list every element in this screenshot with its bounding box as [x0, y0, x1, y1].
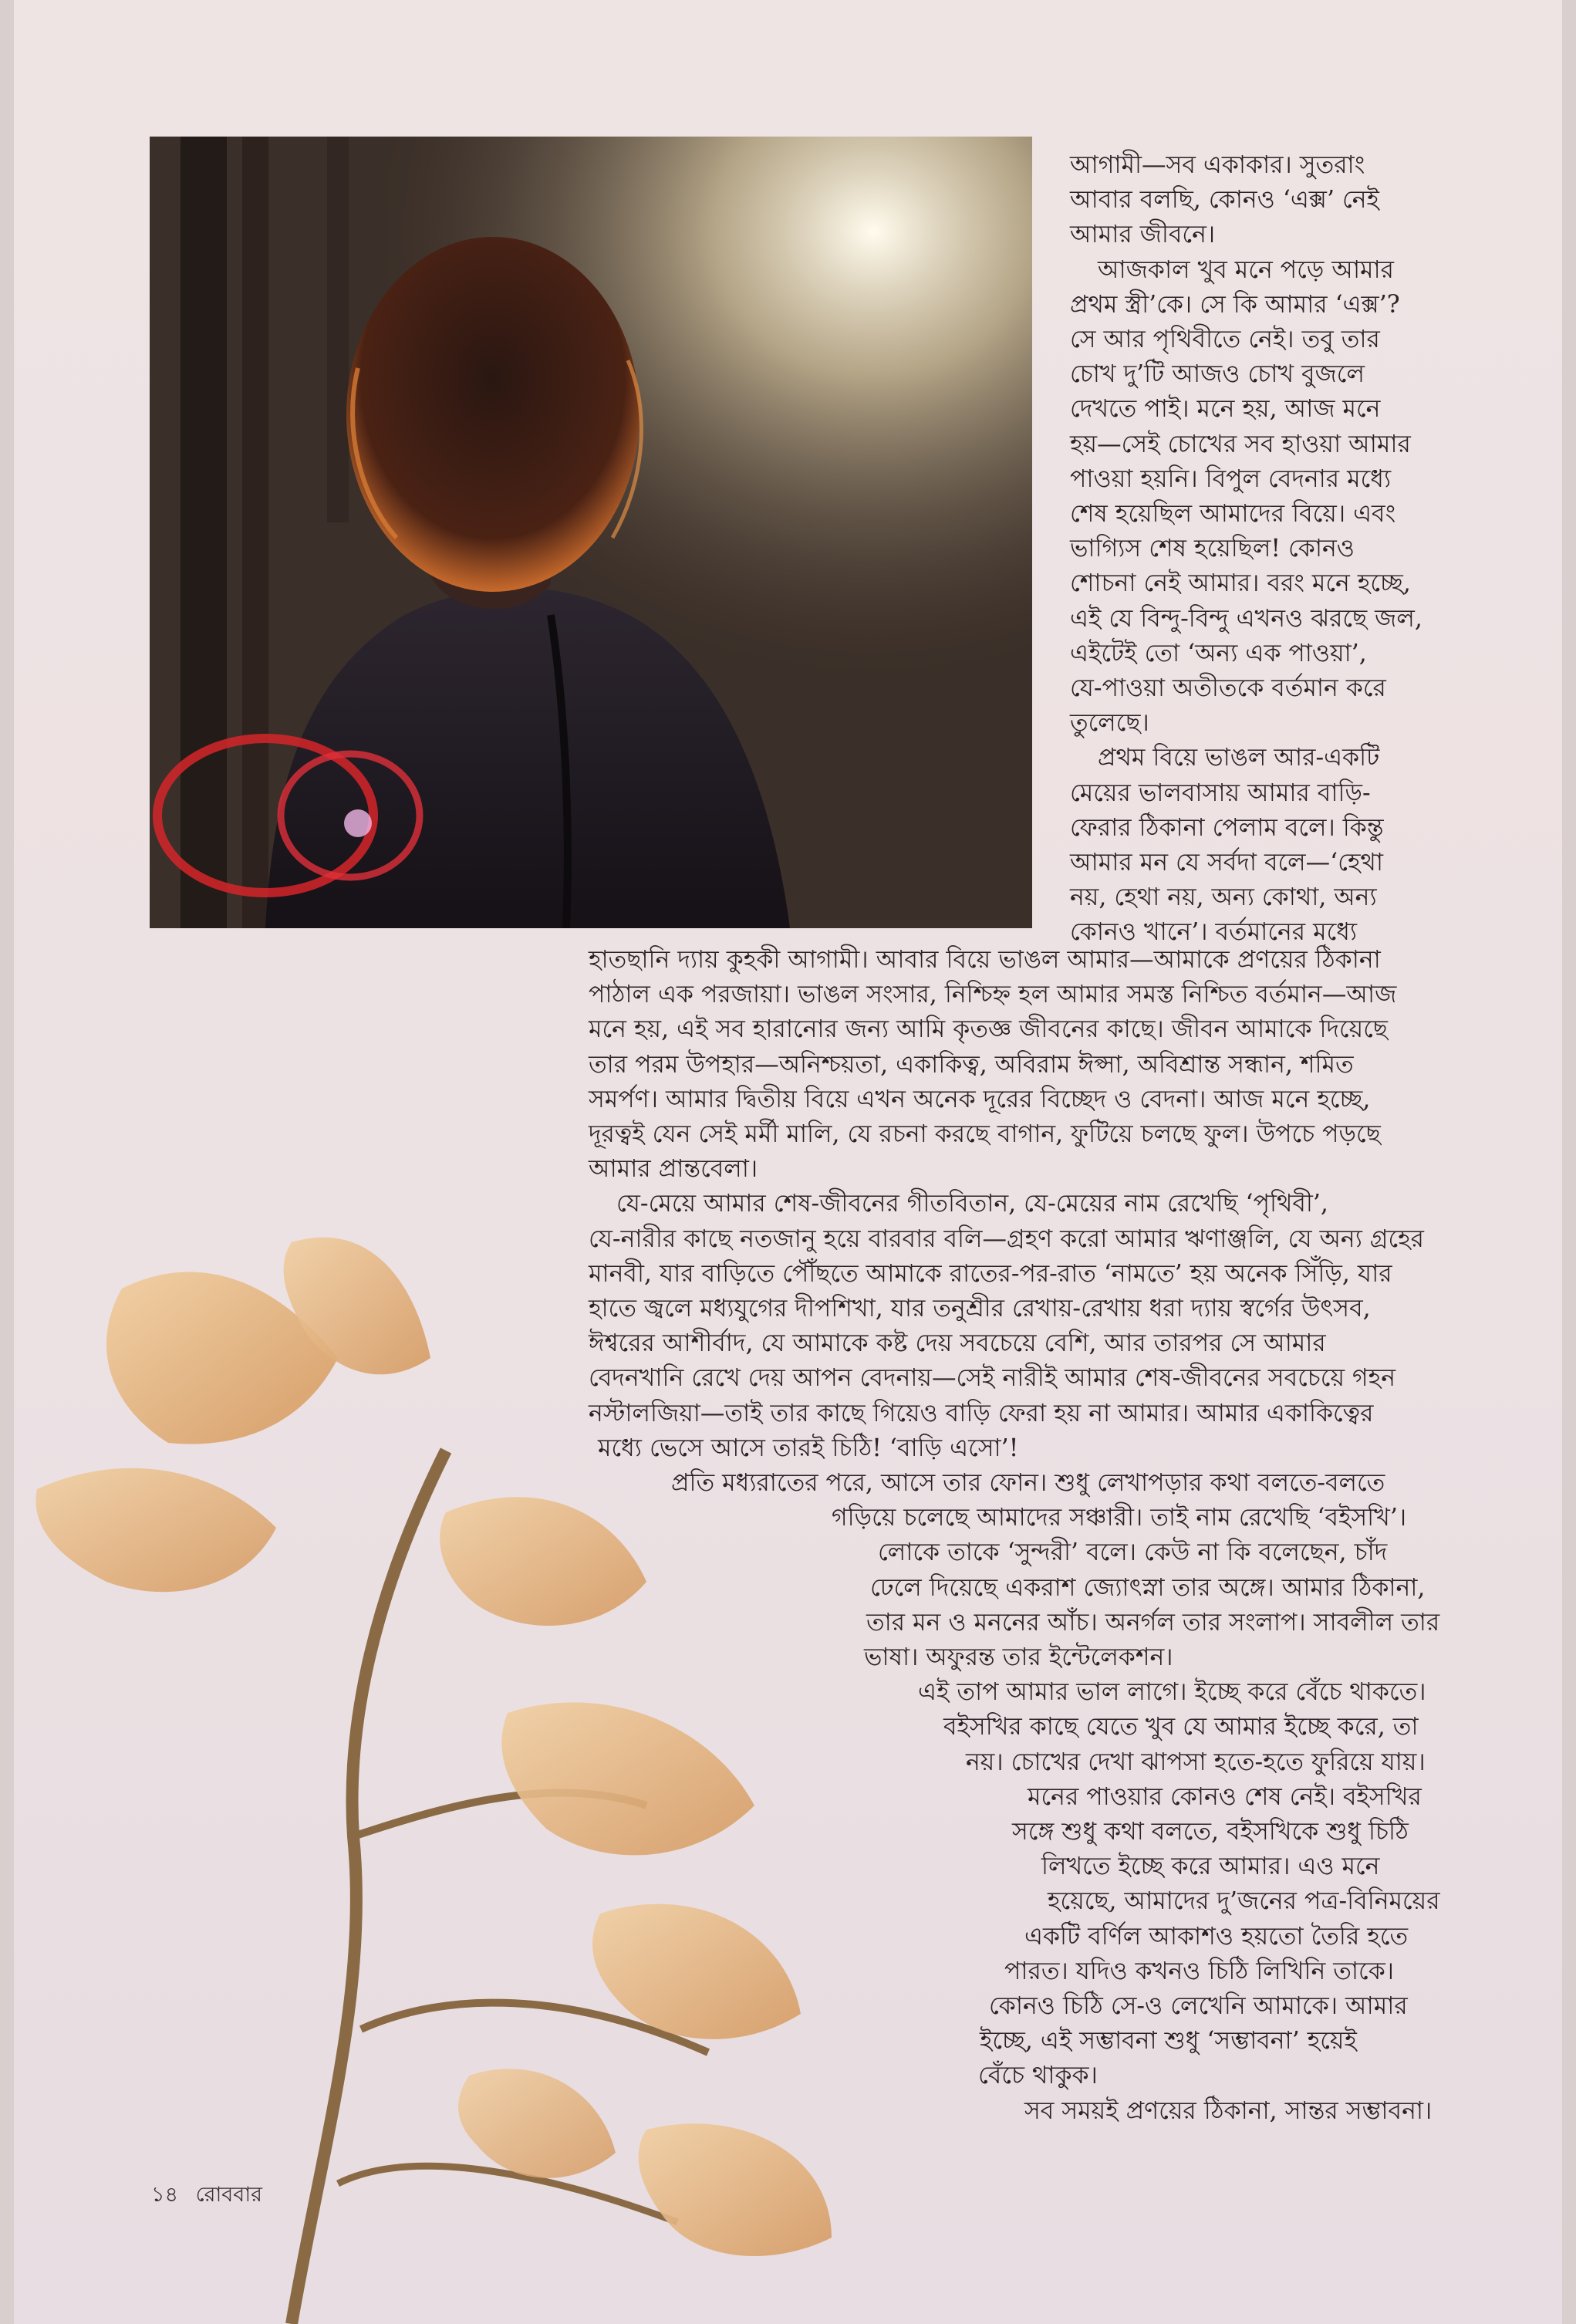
- text-line: সমর্পণ। আমার দ্বিতীয় বিয়ে এখন অনেক দূরের বিচ্ছেদ ও বেদনা। আজ মনে হচ্ছে,: [589, 1085, 1371, 1113]
- text-line: ইচ্ছে, এই সম্ভাবনা শুধু ‘সম্ভাবনা’ হয়েই: [980, 2027, 1357, 2055]
- text-line: আমার প্রান্তবেলা।: [589, 1155, 758, 1184]
- text-line: পাওয়া হয়নি। বিপুল বেদনার মধ্যে: [1070, 464, 1392, 493]
- magazine-page: [14, 0, 1562, 2324]
- article-column: [1070, 148, 1471, 951]
- text-line: এই তাপ আমার ভাল লাগে। ইচ্ছে করে বেঁচে থাকতে।: [918, 1678, 1426, 1707]
- text-line: আগামী—সব একাকার। সুতরাং: [1070, 151, 1365, 179]
- text-line: আজকাল খুব মনে পড়ে আমার: [1098, 255, 1395, 284]
- text-line: দেখতে পাই। মনে হয়, আজ মনে: [1070, 395, 1381, 424]
- text-line: তার পরম উপহার—অনিশ্চয়তা, একাকিত্ব, অবিরাম ঈপ্সা, অবিশ্রান্ত সন্ধান, শমিত: [589, 1050, 1354, 1079]
- text-line: বেঁচে থাকুক।: [978, 2062, 1098, 2090]
- text-line: এইটেই তো ‘অন্য এক পাওয়া’,: [1070, 639, 1367, 667]
- text-line: তুলেছে।: [1070, 709, 1149, 738]
- text-line: যে-পাওয়া অতীতকে বর্তমান করে: [1070, 674, 1386, 703]
- text-line: বেদনখানি রেখে দেয় আপন বেদনায়—সেই নারীই আমার শেষ-জীবনের সবচেয়ে গহন: [589, 1364, 1396, 1393]
- text-line: শোচনা নেই আমার। বরং মনে হচ্ছে,: [1070, 569, 1411, 598]
- text-line: হাতছানি দ্যায় কুহকী আগামী। আবার বিয়ে ভাঙল আমার—আমাকে প্রণয়ের ঠিকানা: [589, 946, 1381, 974]
- text-line: আবার বলছি, কোনও ‘এক্স’ নেই: [1070, 186, 1379, 214]
- article-wide-block: [589, 943, 1429, 1466]
- photo-illustration: [150, 137, 1032, 928]
- page-footer: [151, 2179, 262, 2214]
- magazine-name: রোববার: [195, 2183, 263, 2207]
- text-line: গড়িয়ে চলেছে আমাদের সঞ্চারী। তাই নাম রেখেছি ‘বইসখি’।: [832, 1504, 1407, 1532]
- photo-woman-backlit: [150, 137, 1032, 928]
- text-line: যে-মেয়ে আমার শেষ-জীবনের গীতবিতান, যে-মেয়ের নাম রেখেছি ‘পৃথিবী’,: [616, 1190, 1328, 1218]
- text-line: নস্টালজিয়া—তাই তার কাছে গিয়েও বাড়ি ফেরা হয় না আমার। আমার একাকিত্বের: [589, 1399, 1374, 1427]
- text-line: প্রথম স্ত্রী’কে। সে কি আমার ‘এক্স’?: [1070, 290, 1400, 319]
- text-line: মেয়ের ভালবাসায় আমার বাড়ি-: [1070, 779, 1371, 807]
- text-line: ভাষা। অফুরন্ত তার ইন্টেলেকশন।: [864, 1643, 1173, 1672]
- text-line: ঈশ্বরের আশীর্বাদ, যে আমাকে কষ্ট দেয় সবচেয়ে বেশি, আর তারপর সে আমার: [589, 1329, 1326, 1358]
- text-line: চোখ দু’টি আজও চোখ বুজলে: [1070, 360, 1365, 389]
- text-line: একটি বর্ণিল আকাশও হয়তো তৈরি হতে: [1024, 1922, 1409, 1951]
- text-line: শেষ হয়েছিল আমাদের বিয়ে। এবং: [1070, 500, 1396, 529]
- text-line: হাতে জ্বলে মধ্যযুগের দীপশিখা, যার তনুশ্রীর রেখায়-রেখায় ধরা দ্যায় স্বর্গের উৎসব,: [589, 1295, 1371, 1323]
- text-line: তার মন ও মননের আঁচ। অনর্গল তার সংলাপ। সাবলীল তার: [866, 1608, 1440, 1637]
- text-line: নয়। চোখের দেখা ঝাপসা হতে-হতে ফুরিয়ে যায়।: [966, 1748, 1426, 1776]
- text-line: প্রতি মধ্যরাতের পরে, আসে তার ফোন। শুধু লেখাপড়ার কথা বলতে-বলতে: [671, 1469, 1385, 1497]
- text-line: সব সময়ই প্রণয়ের ঠিকানা, সান্তর সম্ভাবনা।: [1024, 2096, 1433, 2125]
- text-line: হয়েছে, আমাদের দু’জনের পত্র-বিনিময়ের: [1048, 1887, 1440, 1916]
- text-line: মনে হয়, এই সব হারানোর জন্য আমি কৃতজ্ঞ জীবনের কাছে। জীবন আমাকে দিয়েছে: [589, 1015, 1388, 1044]
- text-line: পারত। যদিও কখনও চিঠি লিখিনি তাকে।: [1004, 1957, 1394, 1985]
- text-line: এই যে বিন্দু-বিন্দু এখনও ঝরছে জল,: [1070, 604, 1422, 633]
- text-line: মধ্যে ভেসে আসে তারই চিঠি! ‘বাড়ি এসো’!: [598, 1434, 1019, 1462]
- text-line: আমার মন যে সর্বদা বলে—‘হেথা: [1070, 849, 1384, 877]
- text-line: ভাগ্যিস শেষ হয়েছিল! কোনও: [1070, 535, 1355, 563]
- text-line: লিখতে ইচ্ছে করে আমার। এও মনে: [1041, 1853, 1380, 1881]
- text-line: কোনও চিঠি সে-ও লেখেনি আমাকে। আমার: [989, 1992, 1408, 2021]
- text-line: সঙ্গে শুধু কথা বলতে, বইসখিকে শুধু চিঠি: [1012, 1818, 1409, 1846]
- text-line: মনের পাওয়ার কোনও শেষ নেই। বইসখির: [1028, 1782, 1422, 1811]
- page-number: ১৪: [151, 2183, 179, 2207]
- text-line: যে-নারীর কাছে নতজানু হয়ে বারবার বলি—গ্রহণ করো আমার ঋণাঞ্জলি, যে অন্য গ্রহের: [589, 1224, 1425, 1253]
- text-line: হয়—সেই চোখের সব হাওয়া আমার: [1070, 430, 1411, 458]
- text-line: লোকে তাকে ‘সুন্দরী’ বলে। কেউ না কি বলেছেন, চাঁদ: [878, 1539, 1388, 1567]
- text-line: দূরত্বই যেন সেই মর্মী মালি, যে রচনা করছে বাগান, ফুটিয়ে চলছে ফুল। উপচে পড়ছে: [589, 1120, 1381, 1149]
- text-line: ফেরার ঠিকানা পেলাম বলে। কিন্তু: [1070, 813, 1384, 842]
- text-line: মানবী, যার বাড়িতে পৌঁছতে আমাকে রাতের-পর-রাত ‘নামতে’ হয় অনেক সিঁড়ি, যার: [589, 1259, 1392, 1288]
- article-ragged-block: [646, 1466, 1449, 2129]
- text-line: নয়, হেথা নয়, অন্য কোথা, অন্য: [1070, 883, 1377, 912]
- text-line: ঢেলে দিয়েছে একরাশ জ্যোৎস্না তার অঙ্গে। আমার ঠিকানা,: [870, 1573, 1426, 1602]
- text-line: সে আর পৃথিবীতে নেই। তবু তার: [1070, 326, 1380, 354]
- text-line: আমার জীবনে।: [1070, 221, 1216, 249]
- text-line: প্রথম বিয়ে ভাঙল আর-একটি: [1098, 744, 1380, 772]
- text-line: পাঠাল এক পরজায়া। ভাঙল সংসার, নিশ্চিহ্ন হল আমার সমস্ত নিশ্চিত বর্তমান—আজ: [589, 981, 1397, 1009]
- text-line: কোনও খানে’। বর্তমানের মধ্যে: [1070, 918, 1358, 947]
- text-line: বইসখির কাছে যেতে খুব যে আমার ইচ্ছে করে, তা: [943, 1713, 1419, 1741]
